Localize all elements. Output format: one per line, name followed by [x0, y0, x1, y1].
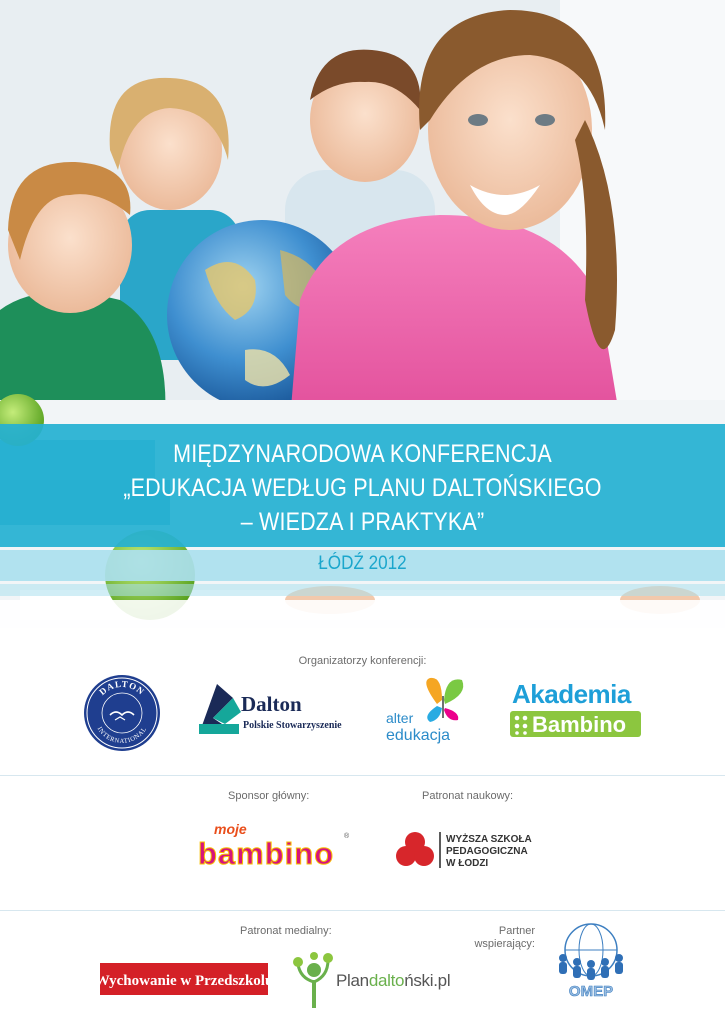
omep-text: OMEP [568, 983, 614, 1000]
dalton-ps-title: Dalton [241, 692, 302, 716]
dalton-polskie-stowarzyszenie-logo [195, 678, 355, 740]
plan-text: Plan [336, 971, 369, 990]
organizers-label: Organizatorzy konferencji: [298, 655, 427, 667]
section-divider [0, 775, 725, 776]
alter-edukacja-logo [382, 676, 468, 746]
partner-label-1: Partner [498, 925, 535, 937]
dalton-intl-bottom-text: INTERNATIONAL [95, 725, 149, 746]
dalton-ps-subtitle: Polskie Stowarzyszenie [243, 720, 342, 731]
wsp-lodz-logo [394, 830, 544, 870]
wsp-line-3: W ŁODZI [446, 858, 489, 869]
dalton-international-logo [82, 673, 162, 753]
wychowanie-w-przedszkolu-logo [100, 963, 268, 995]
media-patron-label: Patronat medialny: [240, 925, 332, 937]
partner-label-2: wspierający: [474, 938, 535, 950]
butterfly-icon [426, 678, 463, 722]
svg-text:®: ® [344, 833, 350, 840]
title-line-1: MIĘDZYNARODOWA KONFERENCJA [173, 440, 552, 468]
children-circle-icon [559, 954, 623, 980]
bambino-brand-text: bambino [198, 836, 335, 870]
science-patron-label: Patronat naukowy: [422, 790, 514, 802]
edukacja-text: edukacja [386, 727, 451, 744]
city-year: ŁÓDŹ 2012 [318, 553, 407, 574]
title-line-2: „EDUKACJA WEDŁUG PLANU DALTOŃSKIEGO [123, 474, 602, 502]
sponsor-label: Sponsor główny: [228, 790, 310, 802]
moje-bambino-logo [196, 818, 356, 870]
pl-text: .pl [433, 971, 451, 990]
moje-text: moje [214, 821, 247, 837]
section-divider [0, 910, 725, 911]
title-line-3: – WIEDZA I PRAKTYKA” [240, 508, 485, 536]
alter-text: alter [386, 710, 414, 726]
akademia-bambino-logo [508, 679, 643, 739]
wychowanie-text: Wychowanie w Przedszkolu [100, 973, 268, 989]
svg-text:Plandaltoński.pl [336, 971, 450, 990]
bambino-text: Bambino [532, 712, 627, 737]
nski-text: ński [404, 971, 434, 990]
dalto-text: dalto [368, 971, 405, 990]
decorative-band [0, 584, 725, 596]
akademia-text: Akademia [512, 679, 631, 709]
plandaltonski-logo [292, 950, 472, 1010]
omep-logo [555, 918, 627, 1000]
wsp-line-1: WYŻSZA SZKOŁA [446, 834, 532, 845]
dalton-intl-top-text: DALTON [97, 678, 147, 697]
wsp-line-2: PEDAGOGICZNA [446, 846, 528, 857]
tree-figure-icon [293, 952, 333, 1008]
